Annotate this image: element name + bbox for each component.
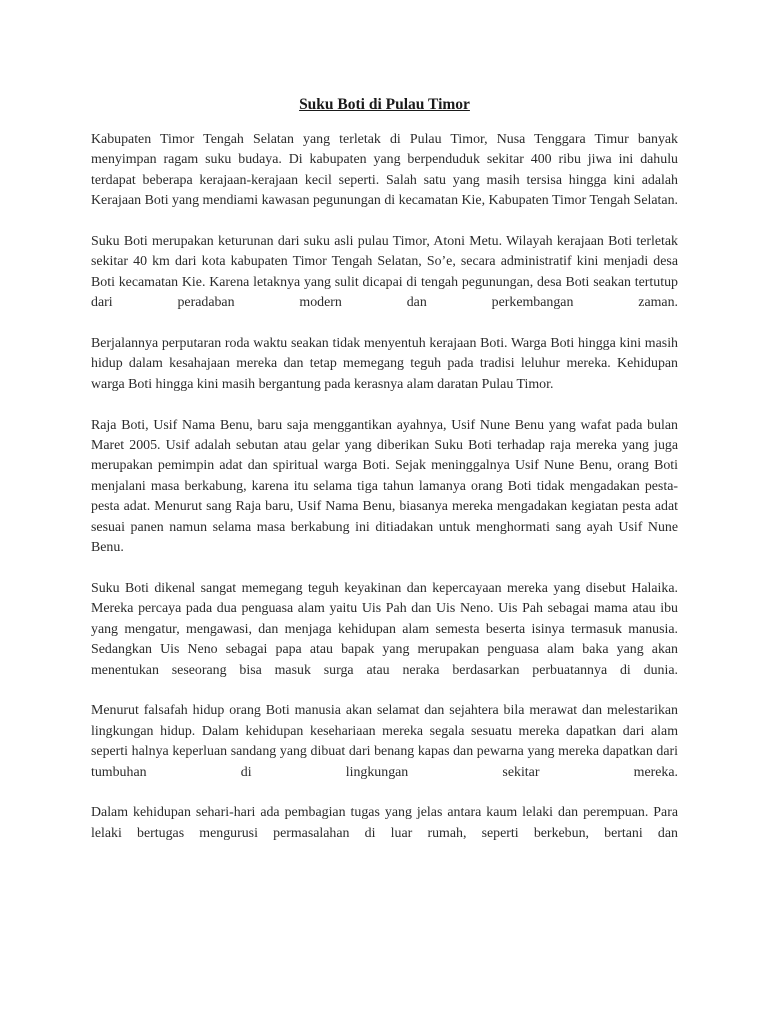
- paragraph-4: Raja Boti, Usif Nama Benu, baru saja menggantikan ayahnya, Usif Nune Benu yang wafat pada bulan Maret 2005. Usif adalah sebutan atau gelar yang diberikan Suku Boti terhadap raja mereka yang juga merupakan pemimpin adat dan spiritual warga Boti. Sejak meninggalnya Usif Nune Benu, orang Boti menjalani masa berkabung, karena itu selama tiga tahun lamanya orang Boti tidak mengadakan pesta-pesta adat. Menurut sang Raja baru, Usif Nama Benu, biasanya mereka mengadakan kegiatan pesta adat sesuai panen namun selama masa berkabung ini ditiadakan untuk menghormati sang ayah Usif Nune Benu.: [91, 417, 678, 556]
- document-title: Suku Boti di Pulau Timor: [299, 96, 470, 113]
- paragraph-6: Menurut falsafah hidup orang Boti manusia akan selamat dan sejahtera bila merawat dan melestarikan lingkungan hidup. Dalam kehidupan kesehariaan mereka segala sesuatu mereka dapatkan dari alam seperti halnya keperluan sandang yang dibuat dari benang kapas dan pewarna yang mereka dapatkan dari tumbuhan di lingkungan sekitar mereka.: [91, 703, 678, 780]
- paragraph-7: Dalam kehidupan sehari-hari ada pembagian tugas yang jelas antara kaum lelaki dan perempuan. Para lelaki bertugas mengurusi permasalahan di luar rumah, seperti berkebun, bertani dan: [91, 805, 678, 841]
- paragraph-1: Kabupaten Timor Tengah Selatan yang terletak di Pulau Timor, Nusa Tenggara Timur banyak menyimpan ragam suku budaya. Di kabupaten yang berpenduduk sekitar 400 ribu jiwa ini dahulu terdapat beberapa kerajaan-kerajaan kecil seperti. Salah satu yang masih tersisa hingga kini adalah Kerajaan Boti yang mendiami kawasan pegunungan di kecamatan Kie, Kabupaten Timor Tengah Selatan.: [91, 132, 678, 209]
- paragraph-2: Suku Boti merupakan keturunan dari suku asli pulau Timor, Atoni Metu. Wilayah kerajaan Boti terletak sekitar 40 km dari kota kabupaten Timor Tengah Selatan, So’e, secara administratif kini menjadi desa Boti kecamatan Kie. Karena letaknya yang sulit dicapai di tengah pegunungan, desa Boti seakan tertutup dari peradaban modern dan perkembangan zaman.: [91, 234, 678, 311]
- paragraph-5: Suku Boti dikenal sangat memegang teguh keyakinan dan kepercayaan mereka yang disebut Halaika. Mereka percaya pada dua penguasa alam yaitu Uis Pah dan Uis Neno. Uis Pah sebagai mama atau ibu yang mengatur, mengawasi, dan menjaga kehidupan alam semesta beserta isinya termasuk manusia. Sedangkan Uis Neno sebagai papa atau bapak yang merupakan penguasa alam baka yang akan menentukan seseorang bisa masuk surga atau neraka berdasarkan perbuatannya di dunia.: [91, 580, 678, 678]
- paragraph-3: Berjalannya perputaran roda waktu seakan tidak menyentuh kerajaan Boti. Warga Boti hingga kini masih hidup dalam kesahajaan mereka dan tetap memegang teguh pada tradisi leluhur mereka. Kehidupan warga Boti hingga kini masih bergantung pada kerasnya alam daratan Pulau Timor.: [91, 336, 678, 392]
- document-body: [91, 94, 678, 865]
